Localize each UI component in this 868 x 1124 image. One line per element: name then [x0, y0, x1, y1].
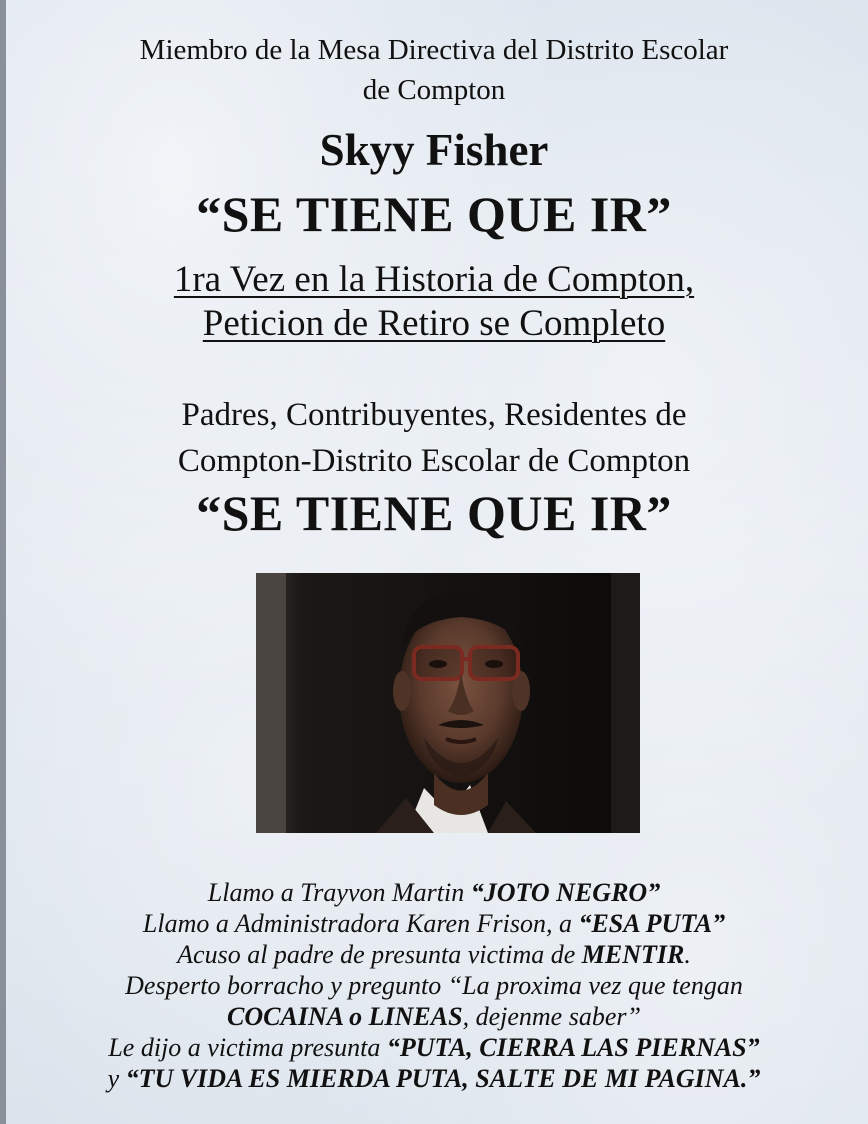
header-text [0, 30, 868, 110]
quotes-list [0, 877, 868, 1094]
audience-line-2: Compton-Distrito Escolar de Compton [177, 443, 691, 479]
quote-7-text: y [107, 1064, 126, 1093]
quote-2-text: Llamo a Administradora Karen Frison, a [142, 909, 579, 938]
quote-5-text: , dejenme saber” [462, 1002, 641, 1031]
quote-line-1 [0, 877, 868, 908]
quote-6-bold: “PUTA, CIERRA LAS PIERNAS” [386, 1033, 760, 1062]
audience-text [0, 392, 868, 484]
quote-2-bold: “ESA PUTA” [578, 909, 726, 938]
quote-line-3 [0, 939, 868, 970]
quote-3-text: Acuso al padre de presunta victima de [177, 940, 582, 969]
quote-6-text: Le dijo a victima presunta [108, 1033, 387, 1062]
audience-line-1: Padres, Contribuyentes, Residentes de [181, 397, 687, 433]
quote-7-bold: “TU VIDA ES MIERDA PUTA, SALTE DE MI PAGINA.” [125, 1064, 761, 1093]
person-name: Skyy Fisher [319, 125, 549, 175]
underlined-subhead [0, 258, 868, 346]
portrait-illustration [256, 573, 640, 833]
subhead-line-1: 1ra Vez en la Historia de Compton, [173, 259, 695, 300]
quote-3-end: . [684, 940, 691, 969]
quote-line-5 [0, 1001, 868, 1032]
quote-1-bold: “JOTO NEGRO” [470, 878, 661, 907]
subhead-line-2: Peticion de Retiro se Completo [202, 303, 666, 344]
portrait-photo [256, 573, 640, 833]
slogan-headline: “SE TIENE QUE IR” [196, 186, 672, 242]
quote-5-bold: COCAINA o LINEAS [227, 1002, 463, 1031]
quote-1-text: Llamo a Trayvon Martin [207, 878, 471, 907]
quote-3-bold: MENTIR [581, 940, 685, 969]
slogan-headline-2: “SE TIENE QUE IR” [196, 485, 672, 541]
header-line-1: Miembro de la Mesa Directiva del Distrito Escolar [139, 34, 729, 66]
quote-line-7 [0, 1063, 868, 1094]
header-line-2: de Compton [362, 74, 506, 106]
quote-line-2 [0, 908, 868, 939]
quote-line-6 [0, 1032, 868, 1063]
quote-line-4: Desperto borracho y pregunto “La proxima vez que tengan [125, 971, 743, 1000]
